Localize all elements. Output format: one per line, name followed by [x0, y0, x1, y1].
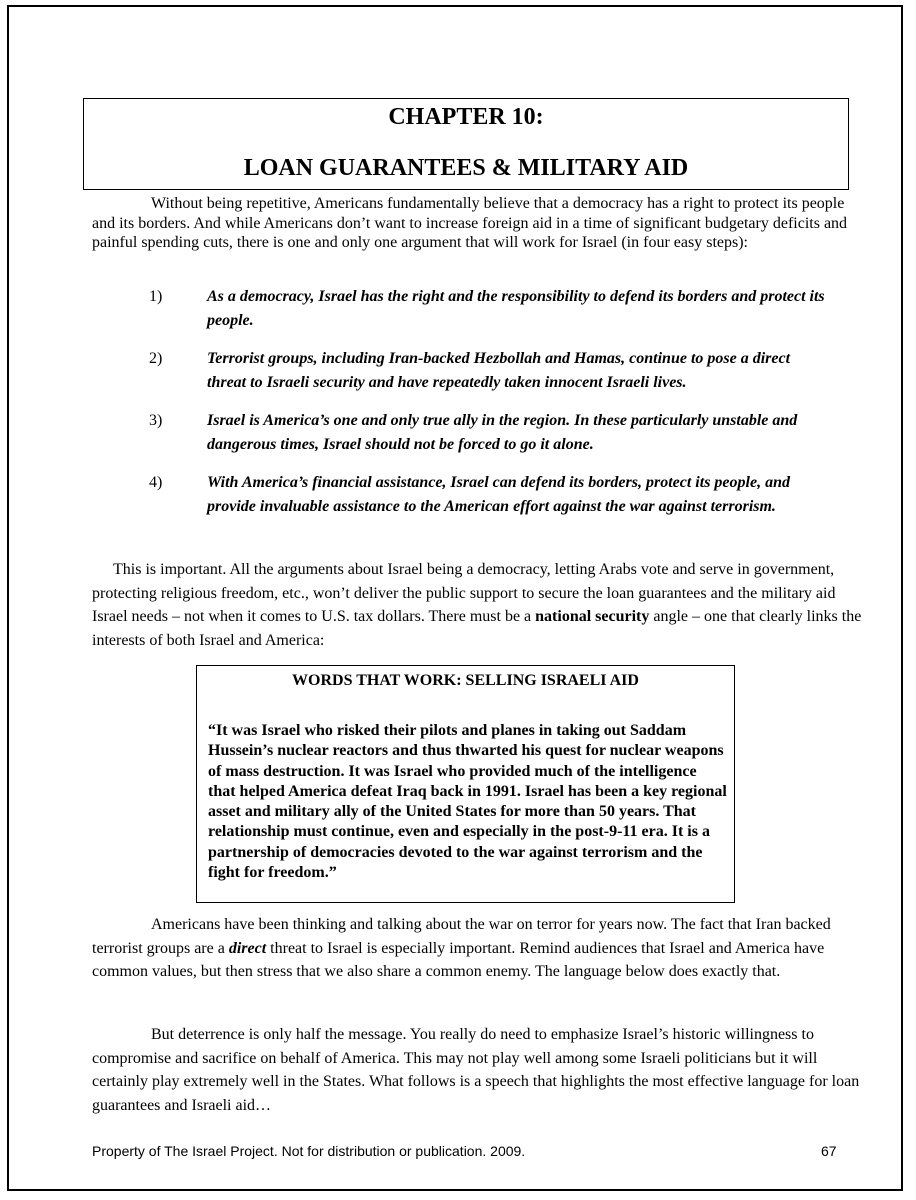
- deterrence-paragraph: But deterrence is only half the message. You really do need to emphasize Israel’s historic willingness to compromise and sacrifice on behalf of America. This may not play well among some Israeli politicians but it will certainly play extremely well in the States. What follows is a speech that highlights the most effective language for loan guarantees and Israeli aid…: [92, 1026, 860, 1114]
- step-text: Terrorist groups, including Iran-backed Hezbollah and Hamas, continue to pose a direct threat to Israeli security and have repeatedly taken innocent Israeli lives.: [207, 350, 791, 391]
- step-number: 2): [149, 350, 163, 367]
- footer-notice: Property of The Israel Project. Not for distribution or publication. 2009.: [92, 1143, 526, 1159]
- bold-phrase: national security: [535, 608, 650, 625]
- list-item: [92, 409, 832, 457]
- list-item: [92, 347, 832, 395]
- emphasized-word: direct: [228, 939, 267, 957]
- step-text: With America’s financial assistance, Israel can defend its borders, protect its people, and provide invaluable assistance to the American effort against the war against terrorism.: [207, 474, 790, 515]
- national-security-paragraph: [92, 558, 867, 652]
- chapter-title: LOAN GUARANTEES & MILITARY AID: [243, 155, 689, 181]
- paragraph-text: angle – one that clearly links the interests of both Israel and America:: [92, 608, 862, 649]
- step-number: 1): [149, 288, 163, 305]
- page-number: 67: [821, 1143, 837, 1159]
- chapter-heading-box: [83, 98, 849, 190]
- step-text: Israel is America’s one and only true ally in the region. In these particularly unstable and dangerous times, Israel should not be forced to go it alone.: [207, 412, 798, 453]
- intro-paragraph: Without being repetitive, Americans fundamentally believe that a democracy has a right to protect its people and its borders. And while Americans don’t want to increase foreign aid in a time of significant budgetary deficits and painful spending cuts, there is one and only one argument that will work for Israel (in four easy steps):: [92, 195, 848, 251]
- step-number: 3): [149, 412, 163, 429]
- words-that-work-box: [196, 665, 735, 903]
- chapter-number: CHAPTER 10:: [388, 104, 544, 130]
- document-page: [7, 5, 903, 1191]
- war-on-terror-paragraph: [92, 913, 867, 984]
- list-item: [92, 471, 832, 519]
- paragraph-text: threat to Israel is especially important. Remind audiences that Israel and America have common values, but then stress that we also share a common enemy. The language below does exactly that.: [92, 939, 825, 980]
- words-box-quote: “It was Israel who risked their pilots and planes in taking out Saddam Hussein’s nuclear reactors and thus thwarted his quest for nuclear weapons of mass destruction. It was Israel who provided much of the intelligence that helped America defeat Iraq back in 1991. Israel has been a key regional asset and military ally of the United States for more than 50 years. That relationship must continue, even and especially in the post-9-11 era. It is a partnership of democracies devoted to the war against terrorism and the fight for freedom.”: [208, 722, 727, 882]
- four-steps-list: [92, 285, 832, 519]
- words-box-title: WORDS THAT WORK: SELLING ISRAELI AID: [292, 672, 639, 689]
- list-item: [92, 285, 832, 333]
- step-number: 4): [149, 474, 163, 491]
- paragraph-text: This is important. All the arguments about Israel being a democracy, letting Arabs vote and serve in government, protecting religious freedom, etc., won’t deliver the public support to secure the loan guarantees and the military aid Israel needs – not when it comes to U.S. tax dollars. There must be a: [92, 561, 836, 625]
- paragraph-text: Americans have been thinking and talking about the war on terror for years now. The fact that Iran backed terrorist groups are a: [92, 916, 831, 957]
- step-text: As a democracy, Israel has the right and the responsibility to defend its borders and protect its people.: [207, 288, 825, 329]
